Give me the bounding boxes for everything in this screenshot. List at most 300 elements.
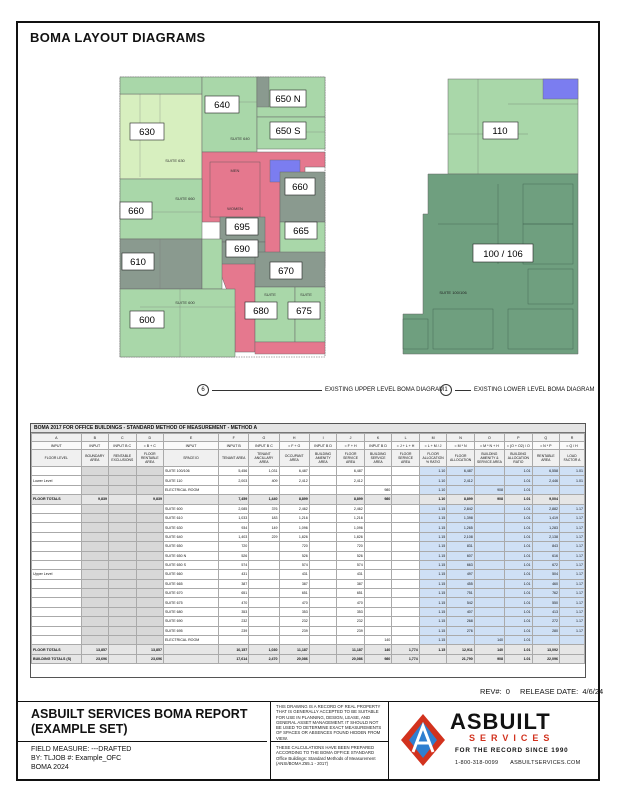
- table-cell: 1.01: [505, 532, 533, 541]
- table-cell: [392, 542, 420, 551]
- table-cell: [392, 626, 420, 635]
- table-cell: TENANT ANCILLARY AREA: [249, 450, 279, 467]
- table-cell: [109, 560, 137, 569]
- table-cell: [474, 476, 504, 485]
- table-cell: [136, 607, 164, 616]
- table-cell: [136, 598, 164, 607]
- table-cell: [109, 636, 137, 645]
- table-cell: BUILDING TOTALS (S): [32, 654, 82, 663]
- logo-phone: 1-800-318-0099: [455, 760, 499, 766]
- table-cell: 1,283: [532, 523, 560, 532]
- table-cell: [309, 617, 337, 626]
- table-cell: FLOOR SERVICE AREA: [337, 450, 365, 467]
- table-cell: [392, 551, 420, 560]
- table-cell: 9,839: [81, 495, 109, 504]
- table-cell: 1.15: [419, 504, 447, 513]
- table-cell: = (O + O2) / O: [505, 442, 533, 450]
- table-cell: K: [364, 434, 392, 442]
- table-cell: [81, 560, 109, 569]
- table-cell: 720: [219, 542, 249, 551]
- table-cell: 1.01: [505, 607, 533, 616]
- table-cell: SUITE 110: [164, 476, 219, 485]
- table-cell: 1,216: [279, 513, 309, 522]
- footer-divider-2: [388, 701, 389, 781]
- caption-text: EXISTING UPPER LEVEL BOMA DIAGRAM: [325, 387, 445, 393]
- release-label: RELEASE DATE:: [520, 687, 579, 696]
- table-cell: [560, 645, 585, 654]
- label-690: 690: [234, 244, 250, 255]
- table-row: [32, 532, 585, 541]
- table-cell: 843: [532, 542, 560, 551]
- table-cell: 2,462: [279, 504, 309, 513]
- table-cell: [447, 636, 475, 645]
- table-cell: BUILDING SERVICE AREA: [364, 450, 392, 467]
- table-row: [32, 485, 585, 494]
- label-660-left: 660: [128, 206, 144, 217]
- table-cell: 526: [219, 551, 249, 560]
- table-cell: [32, 542, 82, 551]
- small-660: SUITE 660: [175, 196, 195, 201]
- table-cell: 140: [364, 636, 392, 645]
- table-cell: 1,398: [447, 513, 475, 522]
- table-cell: 21,790: [447, 654, 475, 663]
- report-title-line-2: (EXAMPLE SET): [31, 722, 128, 736]
- table-cell: [109, 523, 137, 532]
- table-cell: [392, 467, 420, 476]
- table-cell: [474, 560, 504, 569]
- table-cell: [109, 598, 137, 607]
- table-cell: 6,487: [337, 467, 365, 476]
- small-men: MEN: [230, 168, 240, 173]
- table-cell: [309, 504, 337, 513]
- table-cell: [279, 636, 309, 645]
- table-cell: 1.10: [419, 467, 447, 476]
- table-cell: [249, 636, 279, 645]
- table-cell: [364, 476, 392, 485]
- table-cell: 229: [249, 532, 279, 541]
- field-measure: FIELD MEASURE: ---DRAFTED: [31, 746, 132, 753]
- table-cell: 1.01: [505, 598, 533, 607]
- table-cell: [474, 598, 504, 607]
- table-cell: [364, 579, 392, 588]
- small-640: SUITE 640: [230, 136, 250, 141]
- table-cell: F: [219, 434, 249, 442]
- table-cell: [32, 467, 82, 476]
- table-cell: [474, 589, 504, 598]
- table-cell: 1,774: [392, 654, 420, 663]
- table-cell: 2,446: [532, 476, 560, 485]
- table-cell: [474, 513, 504, 522]
- rev-value: 0: [505, 687, 510, 696]
- table-cell: [309, 467, 337, 476]
- table-cell: 2,412: [447, 476, 475, 485]
- table-cell: 272: [532, 617, 560, 626]
- table-cell: = L + M / J: [419, 442, 447, 450]
- table-cell: [392, 636, 420, 645]
- table-cell: 11,187: [337, 645, 365, 654]
- table-cell: 1,774: [392, 645, 420, 654]
- table-cell: SUITE 630: [164, 523, 219, 532]
- table-cell: ELECTRICAL ROOM: [164, 636, 219, 645]
- table-cell: [309, 654, 337, 663]
- table-cell: 526: [337, 551, 365, 560]
- table-total-row: [32, 654, 585, 663]
- table-cell: TENANT AREA: [219, 450, 249, 467]
- table-cell: 431: [337, 570, 365, 579]
- table-cell: 8,899: [279, 495, 309, 504]
- table-cell: BUILDING AMENITY AREA: [309, 450, 337, 467]
- table-cell: INPUT B D: [364, 442, 392, 450]
- table-cell: [474, 570, 504, 579]
- table-cell: 607: [447, 551, 475, 560]
- table-cell: 1.01: [505, 645, 533, 654]
- table-cell: 470: [279, 598, 309, 607]
- logo-web: ASBUILTSERVICES.COM: [510, 760, 581, 766]
- table-cell: SUITE 670: [164, 589, 219, 598]
- table-cell: [364, 467, 392, 476]
- table-cell: [474, 579, 504, 588]
- table-cell: 1.17: [560, 626, 585, 635]
- table-row: [32, 504, 585, 513]
- table-cell: 1,826: [279, 532, 309, 541]
- table-cell: [32, 636, 82, 645]
- table-cell: 11,187: [279, 645, 309, 654]
- table-cell: [309, 645, 337, 654]
- table-cell: INPUT B C: [109, 442, 137, 450]
- table-cell: [32, 560, 82, 569]
- table-cell: 1.17: [560, 542, 585, 551]
- table-cell: 1.10: [419, 495, 447, 504]
- table-cell: 232: [279, 617, 309, 626]
- table-cell: 455: [447, 579, 475, 588]
- table-cell: [309, 607, 337, 616]
- table-cell: [309, 485, 337, 494]
- table-cell: 497: [447, 570, 475, 579]
- label-660-right: 660: [292, 182, 308, 193]
- table-cell: [136, 532, 164, 541]
- table-cell: 353: [279, 607, 309, 616]
- table-cell: 1,030: [249, 645, 279, 654]
- table-cell: 2,412: [279, 476, 309, 485]
- table-cell: 22,096: [532, 654, 560, 663]
- table-cell: 2,108: [447, 532, 475, 541]
- table-row: [32, 636, 585, 645]
- lower-plan-caption: [440, 384, 594, 396]
- table-cell: [309, 523, 337, 532]
- table-cell: [392, 579, 420, 588]
- table-cell: 13,092: [532, 645, 560, 654]
- table-cell: [109, 476, 137, 485]
- table-cell: [474, 523, 504, 532]
- table-cell: [309, 570, 337, 579]
- table-cell: = M * N: [447, 442, 475, 450]
- label-110: 110: [492, 126, 508, 137]
- label-665: 665: [293, 226, 309, 237]
- table-cell: [392, 570, 420, 579]
- table-cell: 268: [447, 617, 475, 626]
- table-cell: BOUNDARY AREA: [81, 450, 109, 467]
- table-cell: = B + C: [136, 442, 164, 450]
- table-cell: 672: [532, 560, 560, 569]
- table-cell: 526: [279, 551, 309, 560]
- table-cell: [560, 495, 585, 504]
- table-cell: BUILDING AMENITY & SERVICE AREA: [474, 450, 504, 467]
- table-row: [32, 579, 585, 588]
- table-cell: SUITE 660: [164, 570, 219, 579]
- table-row: [32, 598, 585, 607]
- table-cell: 1.17: [560, 513, 585, 522]
- table-cell: E: [164, 434, 219, 442]
- upper-level-plan: [100, 72, 340, 364]
- label-100-106: 100 / 106: [483, 249, 523, 260]
- column-letters-row: [32, 434, 585, 442]
- table-cell: 149: [249, 523, 279, 532]
- table-cell: SUITE 650: [164, 542, 219, 551]
- table-cell: [81, 485, 109, 494]
- table-cell: [32, 626, 82, 635]
- table-cell: 2,138: [532, 532, 560, 541]
- table-row: [32, 617, 585, 626]
- table-cell: SUITE 610: [164, 513, 219, 522]
- label-650s: 650 S: [275, 126, 301, 137]
- table-cell: A: [32, 434, 82, 442]
- table-cell: 6,487: [447, 467, 475, 476]
- table-cell: 1.15: [419, 579, 447, 588]
- table-cell: J: [337, 434, 365, 442]
- table-cell: BUILDING ALLOCATION RATIO: [505, 450, 533, 467]
- table-cell: [109, 607, 137, 616]
- table-cell: 831: [447, 542, 475, 551]
- table-cell: 13,857: [136, 645, 164, 654]
- table-cell: 12,911: [447, 645, 475, 654]
- boma-year: BOMA 2024: [31, 764, 69, 771]
- table-row: [32, 626, 585, 635]
- table-cell: 2,003: [219, 476, 249, 485]
- table-cell: 980: [364, 485, 392, 494]
- table-cell: 353: [337, 607, 365, 616]
- small-600: SUITE 600: [175, 300, 195, 305]
- table-cell: 1,096: [279, 523, 309, 532]
- table-cell: 663: [447, 560, 475, 569]
- table-cell: [249, 560, 279, 569]
- caption-number: 6: [197, 384, 209, 396]
- table-cell: SUITE 675: [164, 598, 219, 607]
- table-cell: 1.15: [419, 626, 447, 635]
- table-cell: [81, 598, 109, 607]
- label-695: 695: [234, 222, 250, 233]
- column-header-row: [32, 450, 585, 467]
- table-cell: [392, 589, 420, 598]
- table-cell: 1.15: [419, 607, 447, 616]
- table-cell: SUITE 690: [164, 617, 219, 626]
- table-cell: 908: [474, 654, 504, 663]
- table-cell: [419, 654, 447, 663]
- table-cell: INPUT B: [219, 442, 249, 450]
- table-row: [32, 589, 585, 598]
- table-cell: [309, 513, 337, 522]
- table-cell: 1.01: [505, 636, 533, 645]
- table-cell: [392, 513, 420, 522]
- page-title: BOMA LAYOUT DIAGRAMS: [30, 30, 206, 45]
- table-cell: 2,085: [219, 504, 249, 513]
- table-cell: 1.01: [505, 467, 533, 476]
- table-cell: [474, 467, 504, 476]
- table-cell: [249, 626, 279, 635]
- table-cell: [109, 589, 137, 598]
- table-cell: 239: [279, 626, 309, 635]
- table-cell: 1.01: [505, 513, 533, 522]
- table-cell: 720: [337, 542, 365, 551]
- table-cell: [136, 570, 164, 579]
- table-cell: SUITE 650 N: [164, 551, 219, 560]
- footer-divider-1: [270, 701, 271, 781]
- table-row: [32, 476, 585, 485]
- table-cell: [136, 626, 164, 635]
- table-cell: 431: [279, 570, 309, 579]
- table-cell: N: [447, 434, 475, 442]
- table-cell: 2,462: [337, 504, 365, 513]
- table-cell: Upper Level: [32, 570, 82, 579]
- table-cell: [392, 485, 420, 494]
- table-cell: 574: [219, 560, 249, 569]
- table-cell: [309, 551, 337, 560]
- table-cell: 387: [219, 579, 249, 588]
- table-cell: [364, 570, 392, 579]
- table-cell: 1.15: [419, 532, 447, 541]
- table-cell: 387: [279, 579, 309, 588]
- table-cell: 1.01: [505, 504, 533, 513]
- table-cell: SUITE 600: [164, 504, 219, 513]
- table-cell: 1.01: [505, 551, 533, 560]
- table-cell: 1.17: [560, 607, 585, 616]
- label-600: 600: [139, 315, 155, 326]
- table-cell: R: [560, 434, 585, 442]
- table-cell: 1.01: [505, 654, 533, 663]
- table-cell: 504: [532, 570, 560, 579]
- table-cell: 574: [337, 560, 365, 569]
- boma-grid: [31, 433, 585, 664]
- table-cell: 1.01: [560, 467, 585, 476]
- table-cell: [392, 598, 420, 607]
- table-cell: [249, 542, 279, 551]
- table-cell: 376: [249, 504, 279, 513]
- table-cell: M: [419, 434, 447, 442]
- table-cell: 1.01: [505, 560, 533, 569]
- caption-line: [455, 390, 471, 391]
- table-cell: [364, 532, 392, 541]
- table-cell: [309, 495, 337, 504]
- table-cell: [136, 617, 164, 626]
- table-cell: 980: [364, 495, 392, 504]
- table-cell: 8,899: [447, 495, 475, 504]
- table-cell: [81, 570, 109, 579]
- revision-line: [478, 687, 603, 696]
- table-cell: [32, 617, 82, 626]
- table-cell: [474, 617, 504, 626]
- table-cell: 276: [447, 626, 475, 635]
- table-cell: [81, 579, 109, 588]
- boma-table: [30, 423, 586, 678]
- table-cell: 1.17: [560, 570, 585, 579]
- table-cell: 470: [337, 598, 365, 607]
- table-cell: [136, 542, 164, 551]
- table-cell: 1.01: [505, 579, 533, 588]
- table-row: [32, 542, 585, 551]
- small-675: SUITE: [300, 292, 312, 297]
- table-cell: [392, 607, 420, 616]
- table-cell: 1,216: [337, 513, 365, 522]
- table-cell: [81, 532, 109, 541]
- table-cell: 1.15: [419, 617, 447, 626]
- table-cell: H: [279, 434, 309, 442]
- table-row: [32, 551, 585, 560]
- footer-rule-mid: [17, 741, 267, 742]
- table-cell: [109, 513, 137, 522]
- table-cell: [474, 504, 504, 513]
- table-cell: INPUT: [32, 442, 82, 450]
- table-cell: L: [392, 434, 420, 442]
- table-cell: 2,842: [447, 504, 475, 513]
- table-cell: = N * P: [532, 442, 560, 450]
- table-cell: [81, 504, 109, 513]
- table-cell: 9,004: [532, 495, 560, 504]
- table-cell: SUITE 665: [164, 579, 219, 588]
- table-cell: [81, 542, 109, 551]
- table-cell: [249, 570, 279, 579]
- table-cell: [249, 551, 279, 560]
- table-cell: 1.15: [419, 589, 447, 598]
- table-cell: [309, 560, 337, 569]
- small-100-106: SUITE 100/106: [439, 290, 467, 295]
- logo-wordmark: ASBUILT: [450, 709, 551, 734]
- table-cell: [560, 636, 585, 645]
- table-cell: [560, 654, 585, 663]
- caption-number: 1: [440, 384, 452, 396]
- table-cell: 1.01: [505, 476, 533, 485]
- table-cell: [364, 560, 392, 569]
- table-cell: [249, 579, 279, 588]
- table-cell: 542: [447, 598, 475, 607]
- table-cell: 1.01: [505, 523, 533, 532]
- column-formula-row: [32, 442, 585, 450]
- table-cell: 140: [364, 645, 392, 654]
- table-cell: 7,459: [219, 495, 249, 504]
- table-cell: 1.15: [419, 636, 447, 645]
- table-cell: Lower Level: [32, 476, 82, 485]
- table-cell: [109, 504, 137, 513]
- table-cell: 908: [474, 495, 504, 504]
- disclaimer-1: THIS DRAWING IS A RECORD OF REAL PROPERTY THAT IS GENERALLY ACCEPTED TO BE SUITABLE FOR USE IN PLANNING, DESIGN, LEASE, AND GENERAL ASSET MANAGEMENT. IT SHOULD NOT BE USED TO DETERMINE EXACT MEASUREMENTS OF SPACES OR ABSENCES FOUND HIDDEN FROM VIEW.: [276, 704, 382, 741]
- table-cell: [447, 485, 475, 494]
- table-cell: [364, 617, 392, 626]
- table-cell: [81, 523, 109, 532]
- table-cell: [136, 551, 164, 560]
- table-cell: SUITE 100/106: [164, 467, 219, 476]
- table-cell: [81, 467, 109, 476]
- table-cell: = J + L + H: [392, 442, 420, 450]
- table-cell: [309, 589, 337, 598]
- table-cell: 1.17: [560, 504, 585, 513]
- table-cell: 13,857: [81, 645, 109, 654]
- table-cell: 239: [219, 626, 249, 635]
- table-cell: 550: [532, 598, 560, 607]
- table-cell: 20,086: [337, 654, 365, 663]
- table-cell: [474, 551, 504, 560]
- table-cell: O: [474, 434, 504, 442]
- table-cell: 183: [249, 513, 279, 522]
- table-cell: 751: [447, 589, 475, 598]
- table-cell: [219, 485, 249, 494]
